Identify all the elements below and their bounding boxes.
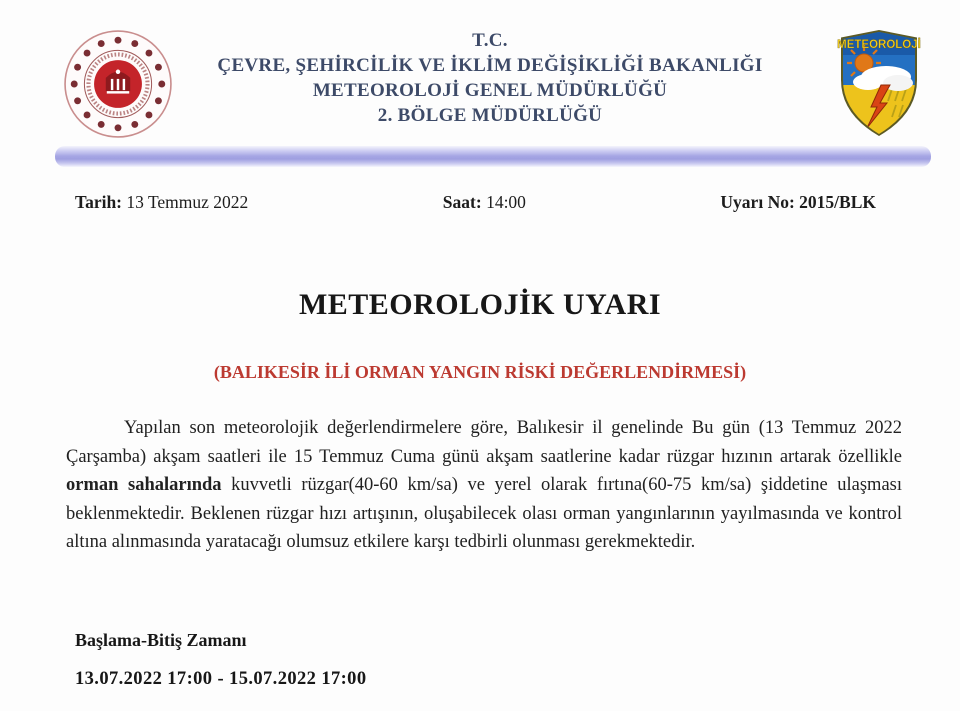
start-end-time-value: 13.07.2022 17:00 - 15.07.2022 17:00 xyxy=(75,669,367,689)
body-text-after: kuvvetli rüzgar(40-60 km/sa) ve yerel olarak fırtına(60-75 km/sa) şiddetine ulaşması beklenmektedir. Beklenen rüzgar hızı artışının, oluşabilecek olası orman yangınlarının yayılmasında ve kontrol altına alınmasında yaratacağı olumsuz etkilere karşı tedbirli olunması gerekmektedir. xyxy=(66,475,902,552)
meta-date-label: Tarih: xyxy=(75,192,123,212)
start-end-time-label: Başlama-Bitiş Zamanı xyxy=(75,630,247,650)
warning-body-paragraph xyxy=(66,414,902,557)
ministry-seal-icon xyxy=(62,28,174,140)
document-subtitle: (BALIKESİR İLİ ORMAN YANGIN RİSKİ DEĞERLENDİRMESİ) xyxy=(213,362,747,382)
meta-row xyxy=(75,192,876,213)
meta-time-value: 14:00 xyxy=(486,192,526,212)
meta-warning-no xyxy=(720,192,876,213)
shield-title-text: METEOROLOJİ xyxy=(837,39,921,51)
letterhead xyxy=(160,28,820,128)
meta-date xyxy=(75,192,248,213)
meta-date-value: 13 Temmuz 2022 xyxy=(126,192,249,212)
letterhead-line-ministry: ÇEVRE, ŞEHİRCİLİK VE İKLİM DEĞİŞİKLİĞİ BAKANLIĞI xyxy=(217,55,763,76)
document-title: METEOROLOJİK UYARI xyxy=(298,288,662,321)
letterhead-line-region: 2. BÖLGE MÜDÜRLÜĞÜ xyxy=(377,105,603,126)
letterhead-line-directorate: METEOROLOJİ GENEL MÜDÜRLÜĞÜ xyxy=(312,80,668,101)
meteoroloji-shield-icon xyxy=(834,26,924,140)
meta-time-label: Saat: xyxy=(442,192,482,212)
divider-bar xyxy=(55,146,931,167)
body-text-bold-phrase: orman sahalarında xyxy=(66,475,222,495)
letterhead-line-tc: T.C. xyxy=(472,30,508,51)
meta-time xyxy=(443,192,526,213)
meta-warning-no-value: 2015/BLK xyxy=(799,192,876,212)
meta-warning-no-label: Uyarı No: xyxy=(720,192,795,212)
body-text-before: Yapılan son meteorolojik değerlendirmelere göre, Balıkesir il genelinde Bu gün (13 Temmuz 2022 Çarşamba) akşam saatleri ile 15 Temmuz Cuma günü akşam saatlerine kadar rüzgar hızının artarak özellikle xyxy=(66,418,902,467)
